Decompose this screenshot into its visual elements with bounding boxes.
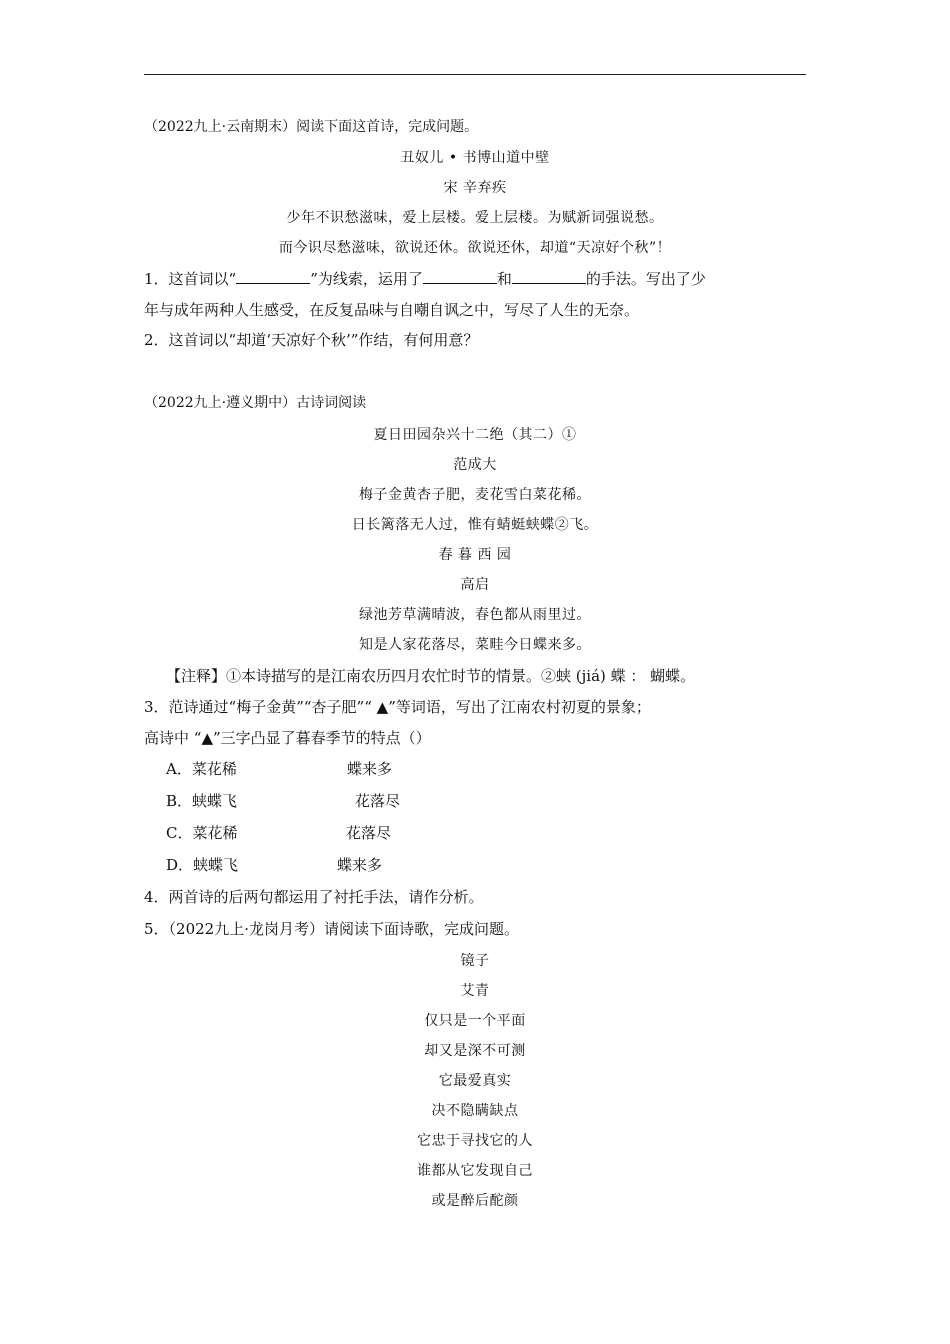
q1-text-b: ”为线索，运用了 [310,270,423,288]
option-d[interactable] [166,855,383,875]
question-5-source: 5．（2022九上·龙岗月考）请阅读下面诗歌，完成问题。 [144,920,519,938]
q3-text-b: ”等词语，写出了江南农村初夏的景象； [388,698,651,716]
question-1 [144,269,706,289]
section1-source: （2022九上·云南期末）阅读下面这首诗，完成问题。 [144,119,479,135]
poem-title: 丑奴儿 • 书博山道中壁 [400,150,550,166]
annotation-note: 【注释】①本诗描写的是江南农历四月农忙时节的情景。②蛱 (jiá) 蝶 ： 蝴蝶。 [166,667,696,685]
poem-line: 日长篱落无人过，惟有蜻蜓蛱蝶②飞。 [351,517,599,533]
option-b[interactable] [166,791,401,811]
poem-title: 春 暮 西 园 [438,547,512,563]
poem-author: 艾青 [460,983,490,999]
q3-text-a: 3．范诗通过“梅子金黄”“杏子肥”“ [144,698,377,716]
option-c[interactable] [166,823,392,843]
triangle-marker: ▲ [201,729,213,747]
poem-author: 范成大 [453,457,497,473]
poem-line: 它最爱真实 [438,1073,512,1089]
option-label: D．蛱蝶飞 [166,856,239,874]
option-a[interactable] [166,759,393,779]
question-4: 4．两首诗的后两句都运用了衬托手法，请作分析。 [144,888,484,906]
poem-line: 却又是深不可测 [424,1043,526,1059]
option-second: 花落尽 [355,792,401,810]
q1-text-d: 的手法。写出了少 [585,270,706,288]
poem-line: 决不隐瞒缺点 [431,1103,519,1119]
poem-line: 谁都从它发现自己 [417,1163,533,1179]
option-second: 蝶来多 [337,856,383,874]
answer-blank[interactable] [423,269,497,284]
poem-line: 少年不识愁滋味，爱上层楼。爱上层楼。为赋新词强说愁。 [286,210,664,226]
poem-line: 梅子金黄杏子肥，麦花雪白菜花稀。 [359,487,591,503]
option-second: 花落尽 [346,824,392,842]
q1-text-c: 和 [496,270,512,288]
poem-line: 绿池芳草满晴波，春色都从雨里过。 [359,607,591,623]
question-3 [144,697,651,717]
question-2: 2．这首词以“却道‘天凉好个秋’”作结，有何用意？ [144,331,479,349]
answer-blank[interactable] [512,269,586,284]
poem-line: 而今识尽愁滋味，欲说还休。欲说还休，却道“天凉好个秋”！ [278,240,672,256]
q3-text-c: 高诗中 “ [144,729,202,747]
triangle-marker: ▲ [376,698,389,716]
poem-author: 宋 辛弃疾 [443,180,507,196]
poem-title: 夏日田园杂兴十二绝（其二）① [373,427,577,443]
poem-line: 知是人家花落尽，菜畦今日蝶来多。 [359,637,591,653]
poem-line: 仅只是一个平面 [424,1013,526,1029]
poem-line: 或是醉后酡颜 [431,1193,519,1209]
option-label: A．菜花稀 [166,760,237,778]
q1-text-a: 1．这首词以“ [144,270,237,288]
answer-blank[interactable] [236,269,310,284]
option-label: B．蛱蝶飞 [166,792,238,810]
q3-text-d: ”三字凸显了暮春季节的特点（） [212,729,431,747]
section2-source: （2022九上·遵义期中）古诗词阅读 [144,395,367,411]
option-label: C．菜花稀 [166,824,238,842]
question-3-line2 [144,728,431,748]
poem-line: 它忠于寻找它的人 [417,1133,533,1149]
poem-author: 高启 [460,577,490,593]
option-second: 蝶来多 [347,760,393,778]
poem-title: 镜子 [460,953,490,969]
header-rule [144,74,806,75]
question-1-line2: 年与成年两种人生感受，在反复品味与自嘲自讽之中，写尽了人生的无奈。 [144,301,640,319]
